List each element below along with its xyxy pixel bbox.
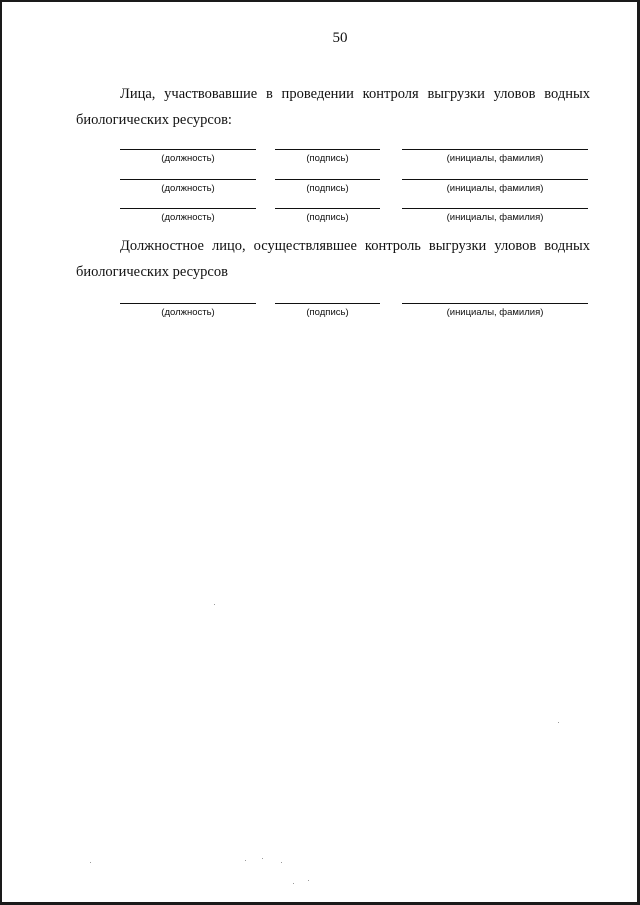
scan-speck xyxy=(214,604,215,605)
scan-speck xyxy=(558,722,559,723)
name-field[interactable]: (инициалы, фамилия) xyxy=(402,179,588,195)
official-signature-row xyxy=(0,303,640,323)
page-number: 50 xyxy=(332,30,348,46)
signature-field[interactable]: (подпись) xyxy=(275,179,380,195)
scan-speck xyxy=(293,883,294,884)
participant-signature-row-1 xyxy=(0,149,640,169)
scan-speck xyxy=(262,858,263,859)
name-field[interactable]: (инициалы, фамилия) xyxy=(402,149,588,165)
name-field[interactable]: (инициалы, фамилия) xyxy=(402,303,588,319)
official-heading-line1: Должностное лицо, осуществлявшее контроль выгрузки уловов водных xyxy=(120,238,590,254)
position-field[interactable]: (должность) xyxy=(120,208,256,224)
scan-speck xyxy=(308,880,309,881)
position-field[interactable]: (должность) xyxy=(120,179,256,195)
participants-heading xyxy=(76,81,590,133)
participants-heading-line2: биологических ресурсов: xyxy=(76,112,232,128)
signature-field[interactable]: (подпись) xyxy=(275,149,380,165)
name-field[interactable]: (инициалы, фамилия) xyxy=(402,208,588,224)
signature-field[interactable]: (подпись) xyxy=(275,208,380,224)
scan-speck xyxy=(281,862,282,863)
participant-signature-row-2 xyxy=(0,179,640,199)
position-field[interactable]: (должность) xyxy=(120,303,256,319)
participants-heading-line1: Лица, участвовавшие в проведении контроля выгрузки уловов водных xyxy=(120,86,590,102)
official-heading xyxy=(76,233,590,285)
scan-speck xyxy=(90,862,91,863)
position-field[interactable]: (должность) xyxy=(120,149,256,165)
participant-signature-row-3 xyxy=(0,208,640,228)
scan-speck xyxy=(245,860,246,861)
official-heading-line2: биологических ресурсов xyxy=(76,264,228,280)
signature-field[interactable]: (подпись) xyxy=(275,303,380,319)
